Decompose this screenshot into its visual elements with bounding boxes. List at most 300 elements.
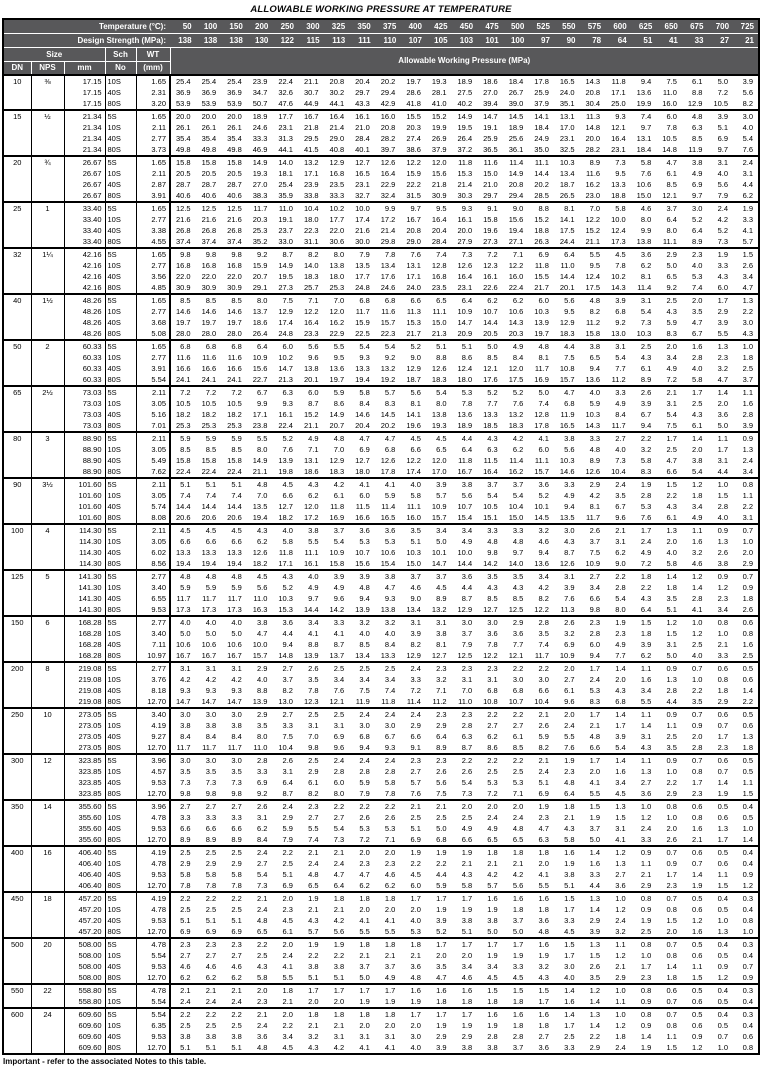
- pressure-value: 0.8: [682, 766, 708, 777]
- pressure-value: 5.7: [400, 777, 426, 788]
- pressure-value: 14.7: [221, 696, 247, 708]
- table-row: [3, 202, 759, 214]
- pressure-value: 18.7: [400, 374, 426, 386]
- schedule-value: 5S: [105, 294, 136, 306]
- pressure-value: 29.7: [349, 87, 375, 98]
- pressure-value: 17.4: [349, 214, 375, 225]
- pressure-value: 3.5: [247, 720, 273, 731]
- pressure-value: 3.8: [170, 720, 196, 731]
- nps-value: 4: [31, 524, 64, 570]
- sch-header: Sch: [105, 48, 136, 62]
- wall-thickness-value: 1.65: [136, 340, 170, 352]
- dn-value: 25: [3, 202, 31, 248]
- pressure-value: 1.8: [503, 846, 529, 858]
- pressure-value: 3.3: [170, 812, 196, 823]
- pressure-value: 3.1: [631, 731, 657, 742]
- pressure-value: 14.1: [400, 409, 426, 420]
- pressure-value: 3.1: [272, 766, 298, 777]
- pressure-value: 3.1: [324, 1031, 350, 1042]
- pressure-value: 3.7: [503, 1042, 529, 1054]
- pressure-value: 30.9: [221, 282, 247, 294]
- pressure-value: 11.2: [426, 696, 452, 708]
- od-mm-value: 42.16: [64, 260, 105, 271]
- pressure-value: 4.3: [247, 961, 273, 972]
- pressure-value: 3.1: [247, 812, 273, 823]
- pressure-value: 21.4: [324, 122, 350, 133]
- pressure-value: 6.2: [247, 823, 273, 834]
- pressure-value: 3.9: [324, 570, 350, 582]
- design-strength-value: 138: [196, 34, 222, 48]
- table-row: [3, 214, 759, 225]
- pressure-value: 40.6: [170, 190, 196, 202]
- schedule-value: 80S: [105, 512, 136, 524]
- pressure-value: 6.1: [298, 777, 324, 788]
- pressure-value: 14.4: [221, 501, 247, 512]
- pressure-value: 6.2: [221, 972, 247, 984]
- wall-thickness-value: 4.55: [136, 236, 170, 248]
- pressure-value: 4.3: [247, 524, 273, 536]
- pressure-value: 1.3: [707, 536, 733, 547]
- pressure-value: 23.1: [452, 282, 478, 294]
- od-mm-value: 42.16: [64, 271, 105, 282]
- pressure-value: 4.8: [580, 731, 606, 742]
- temperature-value: 50: [170, 19, 196, 34]
- pressure-value: 1.7: [631, 961, 657, 972]
- pressure-value: 2.2: [452, 754, 478, 766]
- pressure-value: 1.4: [682, 869, 708, 880]
- pressure-value: 10.3: [631, 328, 657, 340]
- pressure-value: 25.3: [324, 282, 350, 294]
- pressure-value: 2.1: [554, 812, 580, 823]
- pressure-value: 21.4: [452, 179, 478, 190]
- pressure-value: 35.4: [196, 133, 222, 144]
- table-row: [3, 834, 759, 846]
- pressure-value: 2.4: [247, 846, 273, 858]
- pressure-value: 2.6: [554, 616, 580, 628]
- pressure-value: 10.9: [554, 650, 580, 662]
- pressure-value: 2.0: [272, 892, 298, 904]
- pressure-value: 1.5: [707, 880, 733, 892]
- pressure-value: 5.1: [196, 478, 222, 490]
- pressure-value: 1.0: [707, 1042, 733, 1054]
- pressure-value: 1.3: [580, 938, 606, 950]
- pressure-value: 12.6: [452, 260, 478, 271]
- pressure-value: 2.3: [400, 754, 426, 766]
- pressure-value: 13.0: [272, 696, 298, 708]
- pressure-value: 5.0: [503, 926, 529, 938]
- pressure-value: 11.1: [656, 236, 682, 248]
- pressure-value: 4.3: [528, 972, 554, 984]
- pressure-value: 14.4: [477, 317, 503, 328]
- pressure-value: 0.5: [682, 892, 708, 904]
- pressure-value: 1.1: [631, 754, 657, 766]
- pressure-value: 17.3: [221, 604, 247, 616]
- wall-thickness-value: 7.11: [136, 639, 170, 650]
- pressure-value: 11.6: [477, 156, 503, 168]
- pressure-value: 2.7: [298, 812, 324, 823]
- pressure-value: 5.8: [221, 869, 247, 880]
- pressure-value: 1.9: [631, 915, 657, 926]
- pressure-value: 13.8: [375, 604, 401, 616]
- pressure-value: 9.2: [605, 317, 631, 328]
- pressure-value: 41.8: [400, 98, 426, 110]
- pressure-value: 3.8: [375, 570, 401, 582]
- pressure-value: 2.5: [682, 398, 708, 409]
- pressure-value: 16.9: [528, 374, 554, 386]
- pressure-value: 22.0: [324, 225, 350, 236]
- pressure-value: 4.7: [426, 972, 452, 984]
- pressure-value: 14.5: [503, 110, 529, 122]
- pressure-value: 1.0: [605, 892, 631, 904]
- od-mm-value: 33.40: [64, 214, 105, 225]
- pressure-value: 14.8: [272, 650, 298, 662]
- pressure-value: 0.5: [707, 846, 733, 858]
- pressure-value: 15.1: [477, 512, 503, 524]
- od-mm-value: 21.34: [64, 110, 105, 122]
- pressure-value: 14.8: [656, 144, 682, 156]
- pressure-value: 3.8: [452, 478, 478, 490]
- pressure-value: 24.0: [400, 282, 426, 294]
- pressure-value: 17.3: [170, 604, 196, 616]
- pressure-value: 4.2: [580, 490, 606, 501]
- pressure-value: 4.5: [170, 524, 196, 536]
- pressure-value: 30.7: [298, 87, 324, 98]
- pressure-value: 2.4: [272, 800, 298, 812]
- pressure-value: 18.6: [298, 466, 324, 478]
- pressure-value: 3.3: [707, 650, 733, 662]
- pressure-value: 1.7: [324, 984, 350, 996]
- pressure-value: 1.8: [503, 996, 529, 1008]
- pressure-value: 14.4: [170, 501, 196, 512]
- wall-thickness-value: 4.78: [136, 812, 170, 823]
- pressure-value: 7.0: [247, 490, 273, 501]
- pressure-value: 18.0: [452, 374, 478, 386]
- pressure-value: 7.9: [272, 834, 298, 846]
- od-mm-value: 114.30: [64, 547, 105, 558]
- pressure-value: 4.0: [349, 628, 375, 639]
- od-mm-value: 48.26: [64, 294, 105, 306]
- pressure-value: 7.6: [503, 398, 529, 409]
- table-row: [3, 1020, 759, 1031]
- pressure-value: 3.9: [631, 639, 657, 650]
- pressure-value: 12.0: [503, 363, 529, 374]
- pressure-value: 4.0: [682, 260, 708, 271]
- pressure-value: 2.0: [682, 444, 708, 455]
- pressure-value: 5.8: [349, 386, 375, 398]
- pressure-value: 11.0: [247, 742, 273, 754]
- pressure-value: 4.2: [477, 869, 503, 880]
- pressure-value: 5.3: [349, 823, 375, 834]
- pressure-value: 1.6: [503, 1008, 529, 1020]
- pressure-value: 3.1: [605, 823, 631, 834]
- pressure-value: 20.8: [503, 179, 529, 190]
- pressure-value: 2.9: [580, 478, 606, 490]
- pressure-value: 9.1: [477, 202, 503, 214]
- pressure-value: 5.3: [503, 777, 529, 788]
- pressure-value: 4.0: [298, 570, 324, 582]
- pressure-value: 5.4: [324, 823, 350, 834]
- pressure-value: 2.3: [656, 880, 682, 892]
- od-mm-value: 355.60: [64, 800, 105, 812]
- table-row: [3, 869, 759, 880]
- pressure-value: 3.9: [733, 75, 759, 87]
- pressure-value: 2.2: [528, 662, 554, 674]
- pressure-value: 0.5: [733, 754, 759, 766]
- pressure-value: 2.9: [707, 306, 733, 317]
- pressure-value: 2.1: [682, 834, 708, 846]
- pressure-value: 4.6: [400, 582, 426, 593]
- pressure-value: 2.8: [349, 766, 375, 777]
- pressure-value: 1.5: [477, 984, 503, 996]
- pressure-value: 12.4: [452, 363, 478, 374]
- pressure-value: 7.8: [375, 248, 401, 260]
- wall-thickness-value: 5.54: [136, 950, 170, 961]
- pressure-value: 3.6: [452, 570, 478, 582]
- pressure-value: 3.4: [452, 961, 478, 972]
- pressure-value: 6.1: [656, 168, 682, 179]
- pressure-value: 20.1: [298, 374, 324, 386]
- pressure-value: 24.1: [170, 374, 196, 386]
- pressure-value: 11.7: [605, 420, 631, 432]
- pressure-value: 2.7: [631, 777, 657, 788]
- pressure-value: 2.3: [452, 662, 478, 674]
- pressure-value: 2.4: [631, 823, 657, 834]
- schedule-value: 5S: [105, 662, 136, 674]
- pressure-value: 0.4: [733, 858, 759, 869]
- od-mm-value: 609.60: [64, 1020, 105, 1031]
- pressure-value: 2.1: [528, 708, 554, 720]
- table-row: [3, 628, 759, 639]
- pressure-value: 5.2: [503, 386, 529, 398]
- pressure-value: 8.9: [170, 834, 196, 846]
- pressure-value: 2.3: [298, 800, 324, 812]
- temperature-value: 375: [375, 19, 401, 34]
- pressure-value: 16.7: [298, 110, 324, 122]
- pressure-value: 8.9: [221, 834, 247, 846]
- pressure-value: 7.9: [707, 190, 733, 202]
- od-mm-value: 33.40: [64, 225, 105, 236]
- pressure-value: 1.4: [580, 904, 606, 915]
- pressure-value: 17.5: [554, 225, 580, 236]
- pressure-value: 10.6: [221, 639, 247, 650]
- pressure-value: 21.3: [272, 374, 298, 386]
- pressure-value: 2.2: [682, 685, 708, 696]
- pressure-value: 13.1: [554, 110, 580, 122]
- pressure-value: 6.2: [631, 260, 657, 271]
- pressure-value: 2.1: [707, 639, 733, 650]
- table-row: [3, 984, 759, 996]
- pressure-value: 28.1: [426, 87, 452, 98]
- pressure-value: 2.0: [605, 674, 631, 685]
- pressure-value: 2.5: [221, 1020, 247, 1031]
- pressure-value: 18.3: [298, 271, 324, 282]
- wall-thickness-value: 4.57: [136, 766, 170, 777]
- pressure-value: 22.5: [349, 328, 375, 340]
- pressure-value: 1.4: [707, 777, 733, 788]
- pressure-value: 53.9: [170, 98, 196, 110]
- od-mm-value: 323.85: [64, 766, 105, 777]
- pressure-value: 6.4: [452, 294, 478, 306]
- table-row: [3, 455, 759, 466]
- pressure-value: 12.9: [324, 455, 350, 466]
- design-strength-row: [3, 34, 759, 48]
- pressure-value: 1.8: [707, 685, 733, 696]
- pressure-value: 1.5: [656, 915, 682, 926]
- pressure-value: 1.3: [605, 800, 631, 812]
- pressure-value: 2.4: [196, 996, 222, 1008]
- pressure-value: 2.2: [605, 570, 631, 582]
- pressure-value: 17.8: [528, 75, 554, 87]
- pressure-value: 12.6: [554, 558, 580, 570]
- pressure-value: 4.6: [375, 869, 401, 880]
- pressure-value: 2.9: [656, 788, 682, 800]
- pressure-value: 5.0: [707, 420, 733, 432]
- pressure-value: 26.1: [196, 122, 222, 133]
- wall-thickness-value: 2.11: [136, 432, 170, 444]
- pressure-value: 14.3: [503, 317, 529, 328]
- pressure-value: 3.0: [375, 720, 401, 731]
- pressure-value: 8.1: [528, 352, 554, 363]
- pressure-value: 1.4: [656, 570, 682, 582]
- pressure-value: 2.7: [170, 800, 196, 812]
- pressure-value: 2.7: [272, 708, 298, 720]
- schedule-value: 40S: [105, 639, 136, 650]
- pressure-value: 6.8: [375, 294, 401, 306]
- schedule-value: 10S: [105, 996, 136, 1008]
- pressure-value: 0.7: [682, 858, 708, 869]
- pressure-value: 3.2: [682, 547, 708, 558]
- wall-thickness-value: 3.91: [136, 190, 170, 202]
- schedule-value: 80S: [105, 282, 136, 294]
- temperature-value: 200: [247, 19, 273, 34]
- pressure-value: 9.2: [247, 248, 273, 260]
- pressure-value: 19.1: [272, 214, 298, 225]
- pressure-value: 2.8: [682, 742, 708, 754]
- schedule-value: 40S: [105, 869, 136, 880]
- pressure-value: 11.6: [170, 352, 196, 363]
- pressure-value: 2.5: [554, 1031, 580, 1042]
- pressure-value: 4.2: [503, 869, 529, 880]
- pressure-value: 20.5: [196, 168, 222, 179]
- table-row: [3, 524, 759, 536]
- wall-thickness-value: 9.53: [136, 869, 170, 880]
- wall-thickness-value: 3.40: [136, 708, 170, 720]
- table-row: [3, 190, 759, 202]
- pressure-value: 8.4: [221, 731, 247, 742]
- pressure-value: 40.8: [324, 144, 350, 156]
- pressure-value: 11.9: [349, 696, 375, 708]
- pressure-value: 2.2: [324, 950, 350, 961]
- pressure-value: 5.3: [349, 536, 375, 547]
- pressure-value: 2.1: [324, 1020, 350, 1031]
- pressure-value: 7.3: [221, 777, 247, 788]
- pressure-value: 26.7: [503, 87, 529, 98]
- pressure-value: 2.4: [554, 720, 580, 731]
- pressure-value: 5.9: [324, 386, 350, 398]
- pressure-value: 4.7: [349, 432, 375, 444]
- pressure-value: 1.9: [528, 950, 554, 961]
- pressure-value: 5.7: [426, 490, 452, 501]
- pressure-value: 5.9: [349, 777, 375, 788]
- pressure-value: 0.9: [631, 996, 657, 1008]
- pressure-value: 3.5: [656, 742, 682, 754]
- pressure-value: 3.3: [477, 524, 503, 536]
- pressure-value: 5.3: [452, 386, 478, 398]
- pressure-value: 3.1: [605, 340, 631, 352]
- pressure-value: 12.7: [477, 604, 503, 616]
- pressure-value: 16.1: [272, 409, 298, 420]
- pressure-value: 6.4: [631, 604, 657, 616]
- wall-thickness-value: 3.05: [136, 398, 170, 409]
- pressure-value: 13.5: [349, 260, 375, 271]
- pressure-value: 1.5: [528, 984, 554, 996]
- pressure-value: 10.4: [272, 742, 298, 754]
- pressure-value: 2.5: [298, 754, 324, 766]
- schedule-value: 10S: [105, 582, 136, 593]
- pressure-value: 0.4: [707, 1008, 733, 1020]
- pressure-value: 6.2: [170, 972, 196, 984]
- pressure-value: 12.0: [298, 501, 324, 512]
- pressure-value: 3.0: [554, 961, 580, 972]
- pressure-value: 12.7: [272, 501, 298, 512]
- pressure-value: 5.5: [324, 340, 350, 352]
- wall-thickness-value: 6.55: [136, 593, 170, 604]
- pressure-value: 7.3: [452, 788, 478, 800]
- pressure-value: 4.8: [528, 926, 554, 938]
- pressure-value: 3.1: [349, 1031, 375, 1042]
- nps-value: 1: [31, 202, 64, 248]
- pressure-value: 6.1: [682, 75, 708, 87]
- pressure-value: 8.5: [656, 179, 682, 190]
- pressure-value: 35.9: [272, 190, 298, 202]
- pressure-value: 3.8: [426, 628, 452, 639]
- pressure-value: 9.6: [554, 696, 580, 708]
- pressure-value: 4.5: [272, 915, 298, 926]
- pressure-value: 15.8: [477, 214, 503, 225]
- pressure-value: 3.1: [400, 616, 426, 628]
- pressure-value: 26.4: [452, 133, 478, 144]
- pressure-value: 1.9: [426, 846, 452, 858]
- pressure-value: 0.8: [631, 1008, 657, 1020]
- pressure-value: 2.3: [707, 593, 733, 604]
- wall-thickness-value: 3.96: [136, 800, 170, 812]
- pressure-value: 15.7: [247, 650, 273, 662]
- od-mm-value: 273.05: [64, 731, 105, 742]
- pressure-value: 4.7: [733, 282, 759, 294]
- schedule-value: 5S: [105, 938, 136, 950]
- pressure-value: 31.3: [272, 133, 298, 144]
- table-row: [3, 812, 759, 823]
- pressure-value: 1.0: [707, 915, 733, 926]
- design-strength-value: 51: [631, 34, 657, 48]
- pressure-value: 6.2: [605, 547, 631, 558]
- pressure-value: 0.8: [631, 892, 657, 904]
- pressure-value: 3.2: [528, 961, 554, 972]
- pressure-value: 3.1: [196, 662, 222, 674]
- pressure-value: 13.4: [554, 168, 580, 179]
- wall-thickness-value: 5.08: [136, 328, 170, 340]
- pressure-value: 4.6: [221, 961, 247, 972]
- pressure-value: 18.2: [247, 558, 273, 570]
- pressure-value: 3.0: [477, 616, 503, 628]
- pressure-value: 5.1: [656, 604, 682, 616]
- pressure-value: 19.6: [477, 225, 503, 236]
- table-row: [3, 742, 759, 754]
- pressure-value: 15.3: [400, 317, 426, 328]
- pressure-value: 28.4: [349, 133, 375, 144]
- pressure-value: 12.5: [221, 202, 247, 214]
- pressure-value: 2.3: [477, 662, 503, 674]
